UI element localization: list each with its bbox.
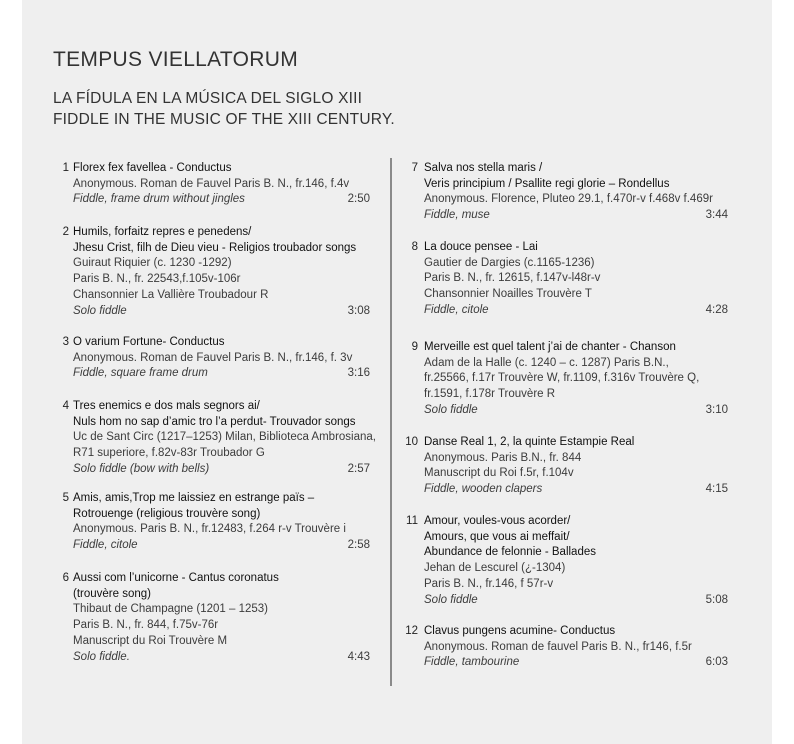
track-title: Florex fex favellea - Conductus (73, 162, 232, 174)
track-duration: 4:28 (705, 303, 728, 316)
track-source: fr.1591, f.178r Trouvère R (424, 388, 556, 401)
track-3 (57, 335, 370, 382)
track-duration: 3:16 (347, 367, 370, 380)
track-source: R71 superiore, f.82v-83r Troubador G (73, 447, 265, 460)
track-source: Manuscript du Roi f.5r, f.104v (424, 467, 574, 480)
track-12 (405, 624, 728, 671)
track-instrumentation-row (73, 192, 370, 208)
track-10 (405, 435, 728, 498)
track-number: 8 (411, 241, 418, 253)
track-number: 11 (406, 515, 418, 527)
track-instrumentation-row (73, 462, 370, 478)
track-instrumentation: Solo fiddle (73, 304, 127, 317)
track-number: 7 (411, 162, 418, 174)
track-title: Rotrouenge (religious trouvère song) (73, 507, 261, 520)
track-source: Anonymous. Florence, Pluteo 29.1, f.470r-v f.468v f.469r (424, 193, 713, 206)
track-duration: 2:57 (347, 462, 370, 475)
page-margin (772, 0, 794, 744)
booklet-page (22, 0, 772, 744)
track-source: Anonymous. Roman de Fauvel Paris B. N., fr.146, f.4v (73, 177, 350, 190)
track-source: Anonymous. Paris B. N., fr.12483, f.264 r-v Trouvère i (73, 523, 346, 536)
track-title: (trouvère song) (73, 587, 151, 600)
track-number: 9 (411, 341, 418, 353)
track-source: Guiraut Riquier (c. 1230 -1292) (73, 257, 232, 270)
track-source: Anonymous. Roman de Fauvel Paris B. N., fr.146, f. 3v (73, 351, 353, 364)
track-instrumentation: Solo fiddle (bow with bells) (73, 462, 210, 475)
track-5 (57, 491, 370, 554)
track-instrumentation: Fiddle, frame drum without jingles (73, 193, 245, 206)
track-9 (408, 340, 728, 419)
track-title: Amour, voules-vous acorder/ (424, 515, 571, 527)
track-number: 3 (62, 336, 69, 348)
track-source: Thibaut de Champagne (1201 – 1253) (73, 603, 269, 616)
track-source: Jehan de Lescurel (¿-1304) (424, 562, 566, 575)
track-title: Aussi com l’unicorne - Cantus coronatus (73, 572, 279, 584)
track-instrumentation: Fiddle, citole (424, 303, 489, 316)
track-title: Abundance de felonnie - Ballades (424, 546, 596, 559)
track-instrumentation: Solo fiddle (424, 403, 478, 416)
track-4 (57, 399, 376, 478)
track-instrumentation-row (424, 593, 728, 609)
track-instrumentation: Solo fiddle. (73, 650, 130, 663)
track-instrumentation-row (424, 303, 728, 319)
track-title: Danse Real 1, 2, la quinte Estampie Real (424, 436, 635, 448)
subtitle-english: FIDDLE IN THE MUSIC OF THE XIII CENTURY. (53, 111, 395, 128)
track-1 (57, 161, 370, 208)
track-duration: 5:08 (705, 593, 728, 606)
subtitle-spanish: LA FÍDULA EN LA MÚSICA DEL SIGLO XIII (53, 90, 363, 107)
track-source: Adam de la Halle (c. 1240 – c. 1287) Paris B.N., (424, 356, 669, 369)
track-8 (408, 240, 728, 319)
track-instrumentation-row (424, 208, 728, 224)
track-title: Amis, amis,Trop me laissiez en estrange païs – (73, 492, 315, 504)
column-divider (390, 158, 392, 686)
track-title: Salva nos stella maris / (424, 162, 543, 174)
track-title: O varium Fortune- Conductus (73, 336, 225, 348)
track-number: 10 (405, 436, 418, 448)
track-instrumentation: Solo fiddle (424, 593, 478, 606)
track-instrumentation-row (73, 650, 370, 666)
track-source: Chansonnier La Vallière Troubadour R (73, 288, 269, 301)
track-source: Manuscript du Roi Trouvère M (73, 634, 228, 647)
track-number: 1 (62, 162, 69, 174)
track-source: Chansonnier Noailles Trouvère T (424, 288, 592, 301)
track-title: Merveille est quel talent j’ai de chanter - Chanson (424, 341, 676, 353)
track-number: 5 (62, 492, 69, 504)
track-instrumentation: Fiddle, wooden clapers (424, 483, 543, 496)
track-6 (57, 571, 370, 665)
track-duration: 3:44 (705, 209, 728, 222)
track-source: Paris B. N., fr.146, f 57r-v (424, 577, 554, 590)
track-duration: 2:50 (347, 193, 370, 206)
track-instrumentation: Fiddle, muse (424, 209, 490, 222)
track-source: Gautier de Dargies (c.1165-1236) (424, 256, 595, 269)
track-2 (57, 225, 370, 319)
track-title: Humils, forfaitz repres e penedens/ (73, 226, 252, 238)
track-duration: 4:43 (347, 650, 370, 663)
track-source: Anonymous. Paris B.N., fr. 844 (424, 451, 582, 464)
track-number: 4 (62, 400, 69, 412)
track-title: Nuls hom no sap d’amic tro l’a perdut- Trouvador songs (73, 415, 356, 428)
track-instrumentation-row (424, 482, 728, 498)
track-title: Jhesu Crist, filh de Dieu vieu - Religios troubador songs (73, 241, 357, 254)
track-number: 2 (62, 226, 69, 238)
track-source: Paris B. N., fr. 844, f.75v-76r (73, 619, 219, 632)
track-instrumentation-row (73, 366, 370, 382)
track-source: Anonymous. Roman de fauvel Paris B. N., fr146, f.5r (424, 640, 692, 653)
track-number: 12 (405, 625, 418, 637)
track-title: Veris principium / Psallite regi glorie – Rondellus (424, 177, 670, 190)
track-instrumentation-row (424, 403, 728, 419)
track-number: 6 (62, 572, 69, 584)
track-duration: 4:15 (705, 483, 728, 496)
track-duration: 3:08 (347, 304, 370, 317)
track-title: Clavus pungens acumine- Conductus (424, 625, 616, 637)
track-duration: 3:10 (705, 403, 728, 416)
track-instrumentation-row (73, 538, 370, 554)
track-source: Uc de Sant Circ (1217–1253) Milan, Biblioteca Ambrosiana, (73, 431, 376, 444)
track-7 (408, 161, 728, 224)
track-instrumentation-row (73, 304, 370, 320)
track-title: Amours, que vous ai meffait/ (424, 530, 570, 543)
track-source: fr.25566, f.17r Trouvère W, fr.1109, f.316v Trouvère Q, (424, 372, 700, 385)
track-title: Tres enemics e dos mals segnors ai/ (73, 400, 260, 412)
track-duration: 6:03 (705, 656, 728, 669)
track-11 (408, 514, 728, 608)
track-source: Paris B. N., fr. 12615, f.147v-l48r-v (424, 272, 601, 285)
header (53, 48, 395, 130)
page-title: TEMPUS VIELLATORUM (53, 48, 299, 71)
track-source: Paris B. N., fr. 22543,f.105v-106r (73, 273, 241, 286)
track-duration: 2:58 (347, 539, 370, 552)
track-title: La douce pensee - Lai (424, 241, 538, 253)
track-instrumentation-row (424, 655, 728, 671)
track-instrumentation: Fiddle, citole (73, 539, 138, 552)
track-instrumentation: Fiddle, tambourine (424, 656, 520, 669)
track-instrumentation: Fiddle, square frame drum (73, 367, 208, 380)
